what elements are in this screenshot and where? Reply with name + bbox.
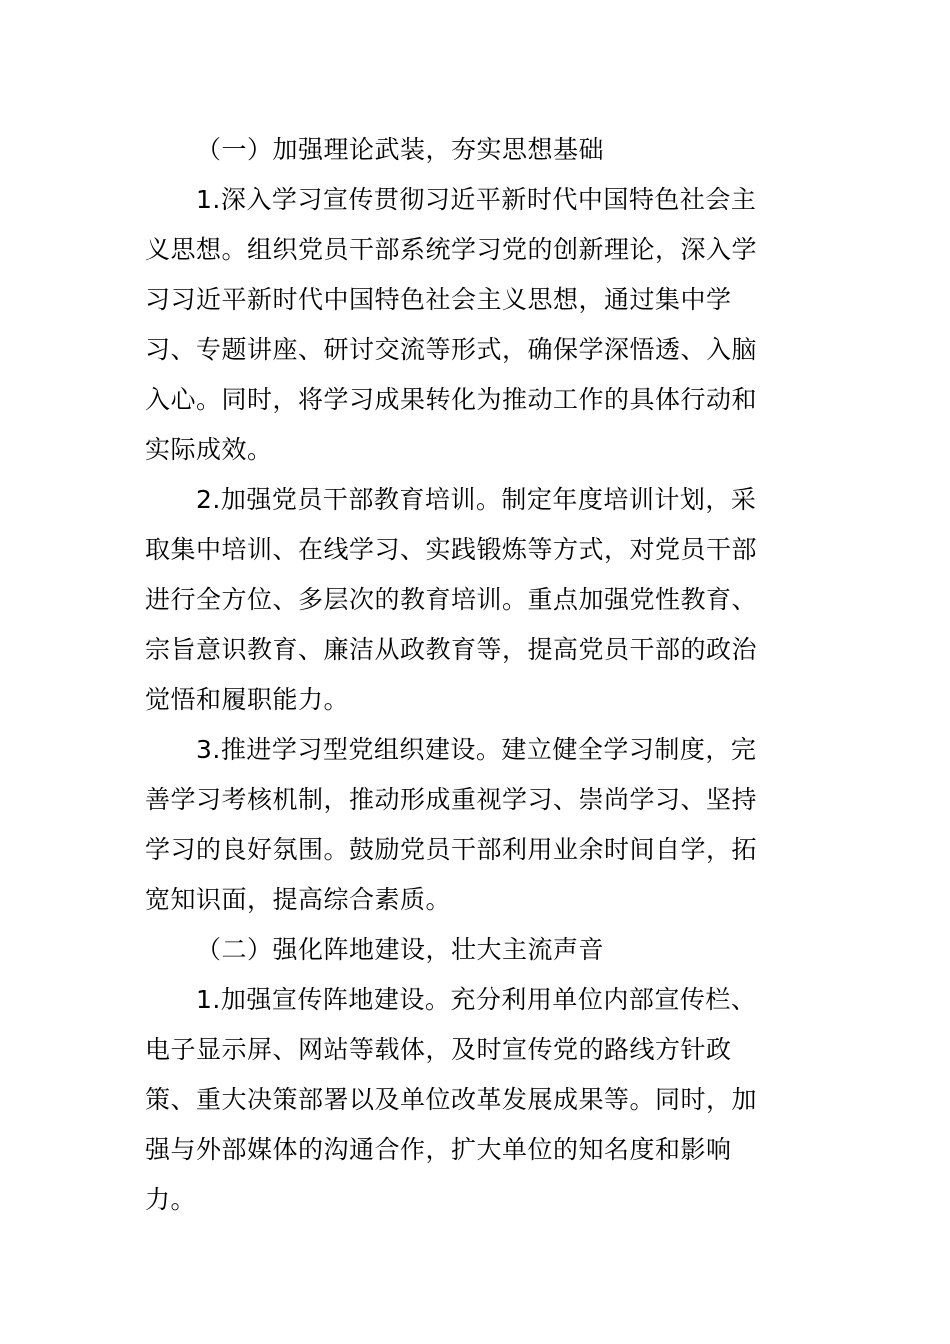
paragraph-line: 2.加强党员干部教育培训。制定年度培训计划，采 [196, 485, 757, 514]
paragraph-line: 3.推进学习型党组织建设。建立健全学习制度，完 [196, 735, 757, 764]
paragraph-line: 1.深入学习宣传贯彻习近平新时代中国特色社会主 [196, 185, 757, 214]
paragraph-line: 习、专题讲座、研讨交流等形式，确保学深悟透、入脑 [145, 335, 758, 364]
paragraph-line: 电子显示屏、网站等载体，及时宣传党的路线方针政 [145, 1035, 732, 1064]
paragraph-line: 实际成效。 [145, 435, 273, 464]
paragraph-line: 取集中培训、在线学习、实践锻炼等方式，对党员干部 [145, 535, 758, 564]
paragraph-line: 入心。同时，将学习成果转化为推动工作的具体行动和 [145, 385, 758, 414]
paragraph-line: 宗旨意识教育、廉洁从政教育等，提高党员干部的政治 [145, 635, 758, 664]
section-heading-1: （一）加强理论武装，夯实思想基础 [196, 135, 605, 164]
paragraph-line: 觉悟和履职能力。 [145, 685, 350, 714]
paragraph-line: 习习近平新时代中国特色社会主义思想，通过集中学 [145, 285, 732, 314]
section-heading-2: （二）强化阵地建设，壮大主流声音 [196, 935, 605, 964]
paragraph-line: 强与外部媒体的沟通合作，扩大单位的知名度和影响 [145, 1135, 732, 1164]
paragraph-line: 宽知识面，提高综合素质。 [145, 885, 452, 914]
paragraph-line: 义思想。组织党员干部系统学习党的创新理论，深入学 [145, 235, 758, 264]
paragraph-line: 善学习考核机制，推动形成重视学习、崇尚学习、坚持 [145, 785, 758, 814]
paragraph-line: 进行全方位、多层次的教育培训。重点加强党性教育、 [145, 585, 758, 614]
paragraph-line: 力。 [145, 1185, 197, 1214]
paragraph-line: 策、重大决策部署以及单位改革发展成果等。同时，加 [145, 1085, 758, 1114]
paragraph-line: 1.加强宣传阵地建设。充分利用单位内部宣传栏、 [196, 985, 757, 1014]
paragraph-line: 学习的良好氛围。鼓励党员干部利用业余时间自学，拓 [145, 835, 758, 864]
